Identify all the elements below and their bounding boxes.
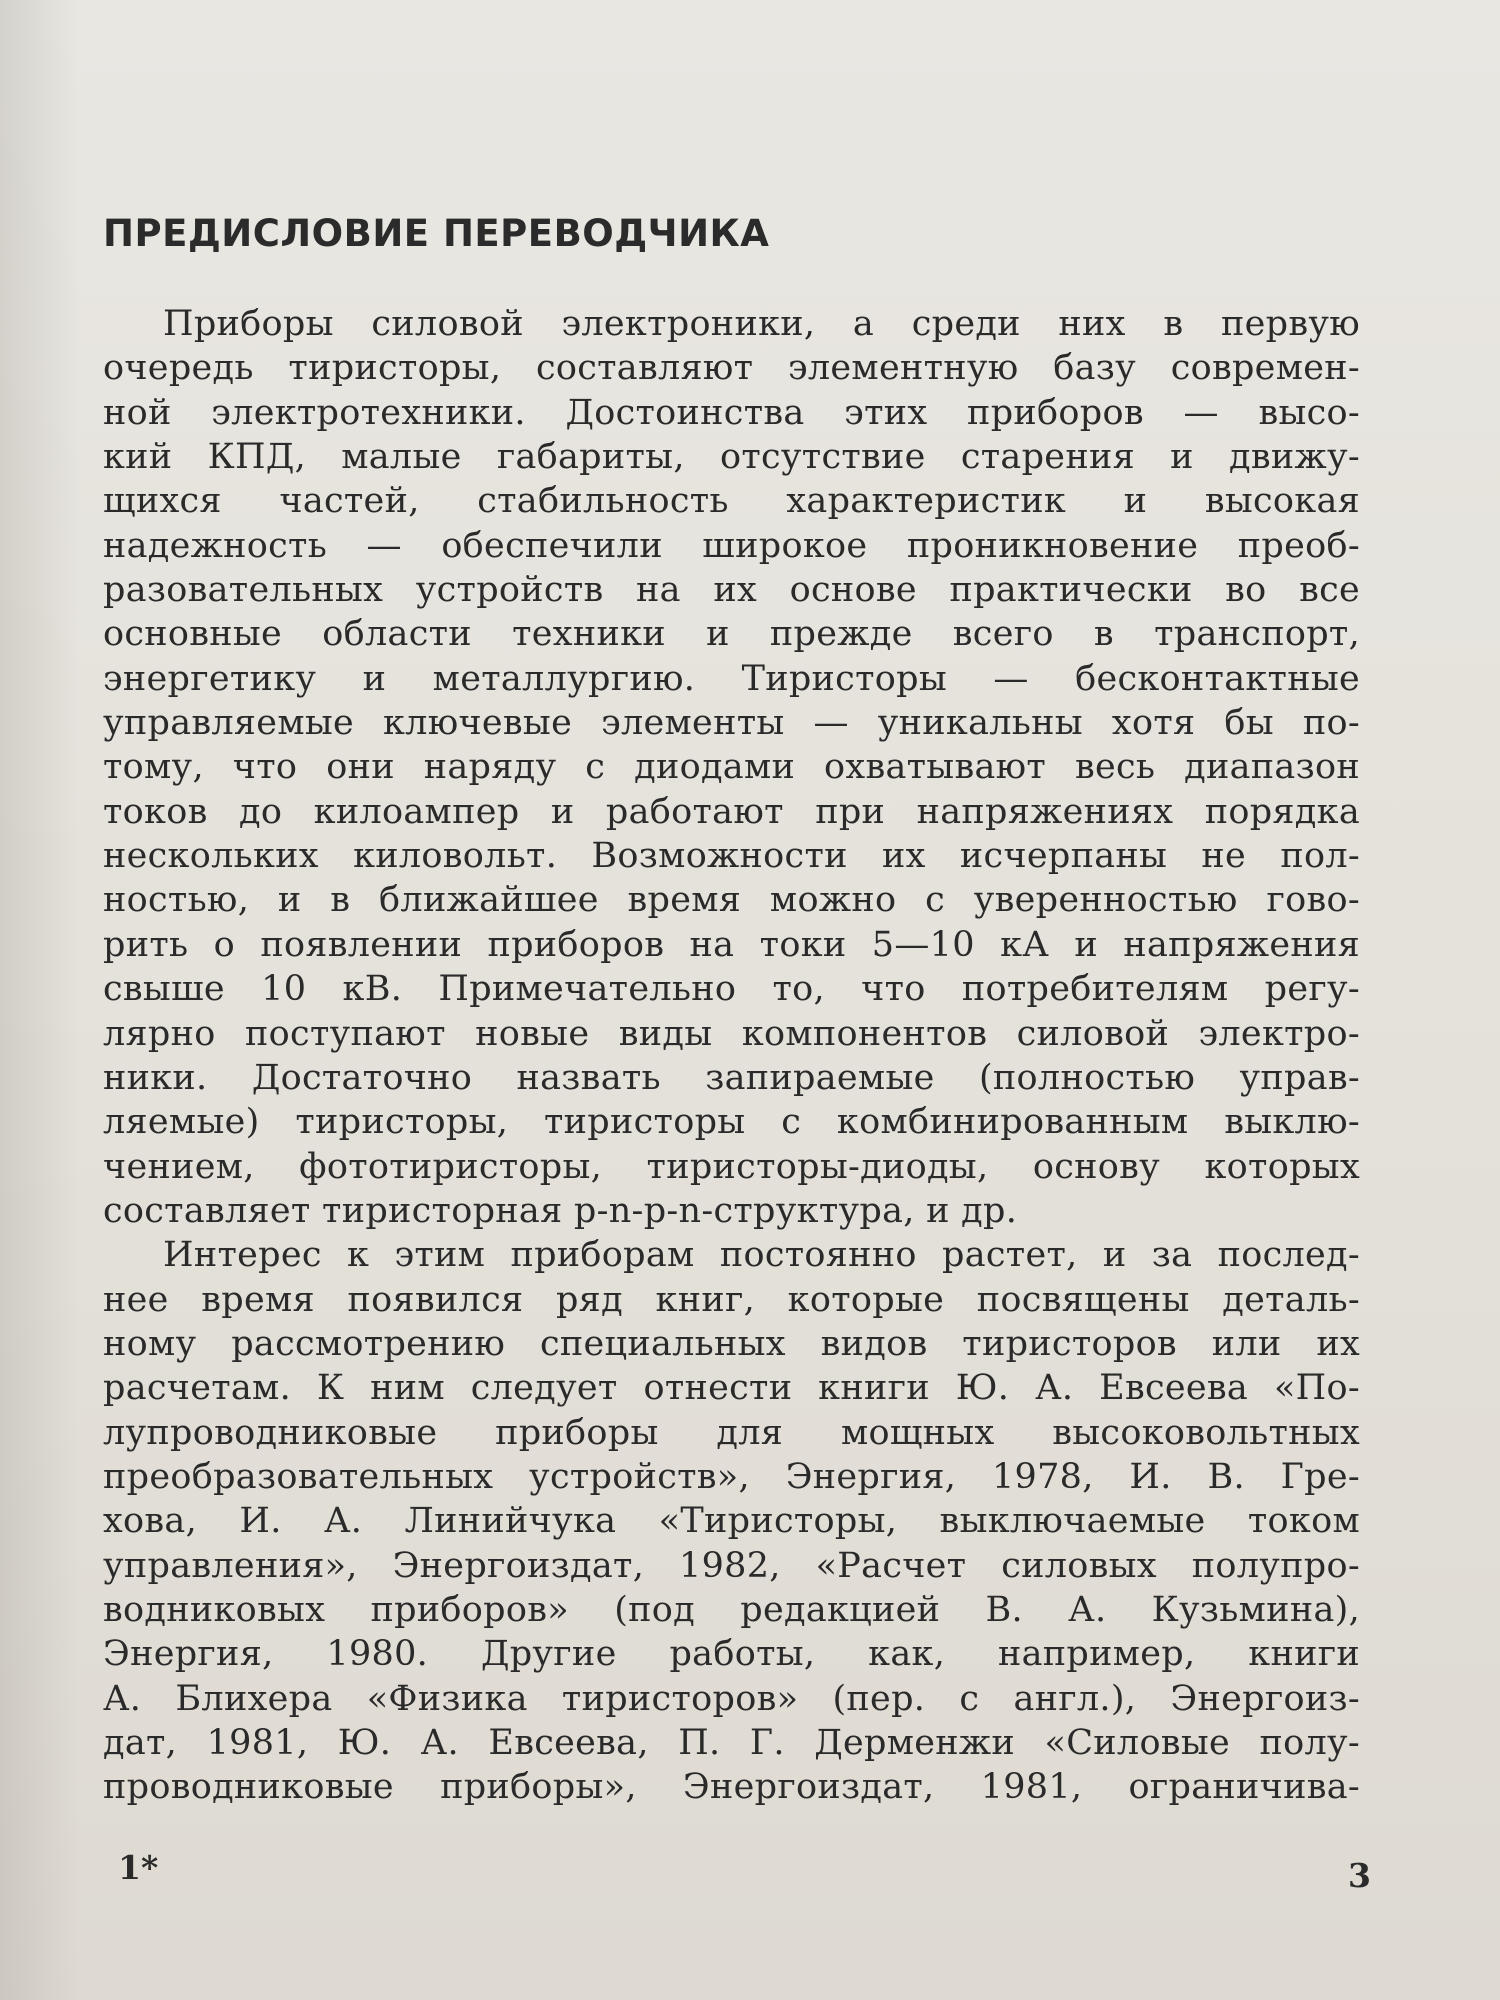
text-line: дат, 1981, Ю. А. Евсеева, П. Г. Дерменжи «Силовые полу- [103, 1723, 1360, 1763]
text-line: ному рассмотрению специальных видов тиристоров или их [103, 1323, 1360, 1364]
text-line: составляет тиристорная p-n-p-n-структура, и др. [103, 1190, 1018, 1231]
binding-shadow [0, 0, 80, 2000]
text-line: преобразовательных устройств», Энергия, 1978, И. В. Гре- [103, 1456, 1360, 1497]
text-line: свыше 10 кВ. Примечательно то, что потребителям регу- [103, 969, 1360, 1010]
paragraph-2 [103, 1233, 1360, 1809]
text-line: управления», Энергоиздат, 1982, «Расчет силовых полупро- [103, 1545, 1360, 1586]
text-line: кий КПД, малые габариты, отсутствие старения и движу- [103, 437, 1360, 478]
signature-mark: 1* [118, 1848, 159, 1887]
text-line: Приборы силовой электроники, а среди них в первую [163, 304, 1360, 344]
text-line: Интерес к этим приборам постоянно растет, и за послед- [163, 1235, 1360, 1276]
text-line: нее время появился ряд книг, которые посвящены деталь- [103, 1279, 1360, 1320]
text-line: ностью, и в ближайшее время можно с уверенностью гово- [103, 880, 1360, 921]
text-line: очередь тиристоры, составляют элементную базу современ- [103, 348, 1360, 389]
text-line: ляемые) тиристоры, тиристоры с комбинированным выклю- [103, 1102, 1360, 1143]
text-line: проводниковые приборы», Энергоиздат, 1981, ограничива- [103, 1767, 1360, 1808]
paragraph-1 [103, 302, 1360, 1233]
text-line: надежность — обеспечили широкое проникновение преоб- [103, 525, 1360, 566]
text-line: ной электротехники. Достоинства этих приборов — высо- [103, 392, 1360, 433]
text-line: лярно поступают новые виды компонентов силовой электро- [103, 1013, 1360, 1054]
text-line: разовательных устройств на их основе практически во все [103, 570, 1360, 611]
text-line: тому, что они наряду с диодами охватывают весь диапазон [103, 747, 1360, 788]
text-line: хова, И. А. Линийчука «Тиристоры, выключаемые током [103, 1501, 1360, 1542]
text-line: чением, фототиристоры, тиристоры-диоды, основу которых [103, 1146, 1360, 1187]
text-line: щихся частей, стабильность характеристик и высокая [103, 481, 1360, 522]
text-line: управляемые ключевые элементы — уникальны хотя бы по- [103, 703, 1360, 744]
text-line: энергетику и металлургию. Тиристоры — бесконтактные [103, 658, 1360, 699]
text-line: рить о появлении приборов на токи 5—10 кА и напряжения [103, 924, 1360, 965]
text-line: Энергия, 1980. Другие работы, как, например, книги [103, 1634, 1360, 1675]
text-line: лупроводниковые приборы для мощных высоковольтных [103, 1412, 1360, 1453]
body-text [103, 302, 1360, 1810]
text-line: основные области техники и прежде всего в транспорт, [103, 614, 1360, 655]
text-line: расчетам. К ним следует отнести книги Ю. А. Евсеева «По- [103, 1368, 1360, 1409]
text-line: ники. Достаточно назвать запираемые (полностью управ- [103, 1057, 1360, 1098]
text-line: токов до килоампер и работают при напряжениях порядка [103, 791, 1360, 832]
text-line: водниковых приборов» (под редакцией В. А. Кузьмина), [103, 1589, 1360, 1630]
page-number: 3 [1348, 1856, 1371, 1895]
text-line: А. Блихера «Физика тиристоров» (пер. с англ.), Энергоиз- [103, 1678, 1360, 1719]
page-title: ПРЕДИСЛОВИЕ ПЕРЕВОДЧИКА [103, 212, 770, 255]
text-line: нескольких киловольт. Возможности их исчерпаны не пол- [103, 836, 1360, 877]
